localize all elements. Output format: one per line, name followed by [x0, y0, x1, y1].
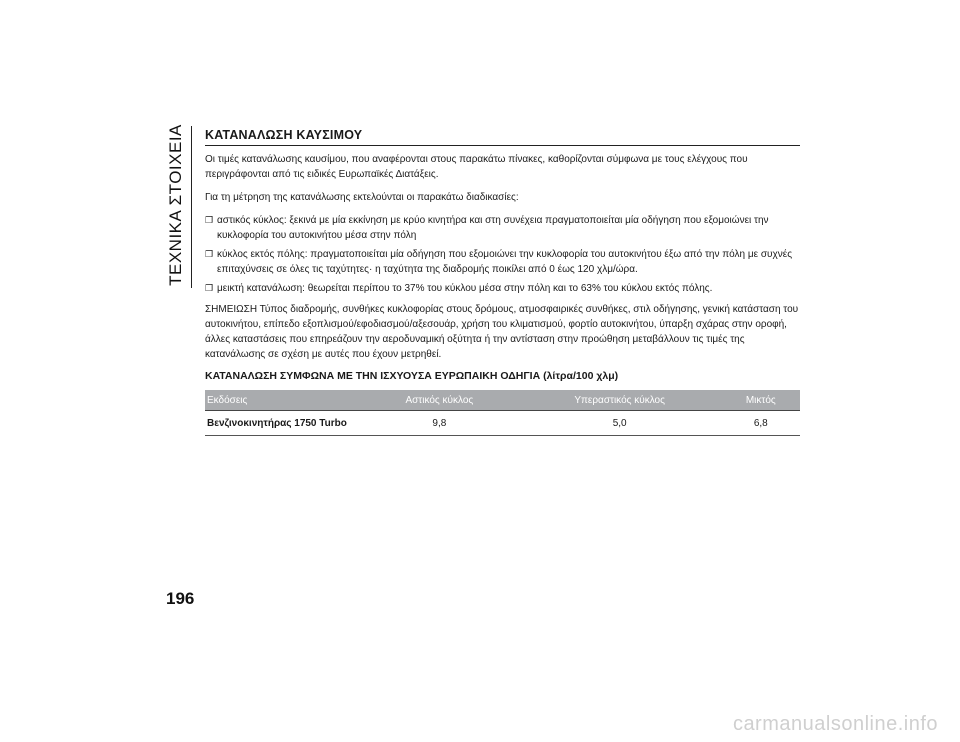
checkbox-bullet-icon: ❒ [205, 283, 214, 293]
intro-paragraph: Οι τιμές κατανάλωσης καυσίμου, που αναφέρονται στους παρακάτω πίνακες, καθορίζονται σύμφωνα με τους ελέγχους που περιγράφονται από τις ειδικές Ευρωπαϊκές Διατάξεις. [205, 154, 748, 180]
checkbox-bullet-icon: ❒ [205, 249, 214, 259]
list-item-text: αστικός κύκλος: ξεκινά με μία εκκίνηση με κρύο κινητήρα και στη συνέχεια πραγματοποιείται μία οδήγηση που εξομοιώνει την κυκλοφορία του αυτοκινήτου μέσα στην πόλη [217, 215, 769, 241]
checkbox-bullet-icon: ❒ [205, 215, 214, 225]
note-paragraph: ΣΗΜΕΙΩΣΗ Τύπος διαδρομής, συνθήκες κυκλοφορίας στους δρόμους, ατμοσφαιρικές συνθήκες, στιλ οδήγησης, γενική κατάσταση του αυτοκινήτου, επίπεδο εξοπλισμού/εφοδιασμού/αξεσουάρ, χρήση του κλιματισμού, φορτίο αυτοκινήτου, ύπαρξη σχάρας στην οροφή, άλλες καταστάσεις που επηρεάζουν την αεροδυναμική οξύτητα ή την αντίσταση στην προώθηση μεταβάλλουν τις τιμές της κατανάλωσης σε σχέση με αυτές που έχουν μετρηθεί. [205, 304, 799, 360]
cell-combined-value: 6,8 [722, 411, 800, 436]
header-extra-urban-cycle: Υπεραστικός κύκλος [518, 390, 722, 411]
list-item [205, 213, 800, 243]
page-heading: ΚΑΤΑΝΑΛΩΣΗ ΚΑΥΣΙΜΟΥ [205, 128, 800, 146]
cell-extra-urban-value: 5,0 [518, 411, 722, 436]
watermark: carmanualsonline.info [732, 713, 938, 735]
header-versions: Εκδόσεις [205, 390, 361, 411]
page-number: 196 [166, 589, 195, 608]
header-urban-cycle: Αστικός κύκλος [361, 390, 518, 411]
table-header-row [205, 390, 800, 411]
cell-version: Βενζινοκινητήρας 1750 Turbo [205, 411, 361, 436]
procedures-intro: Για τη μέτρηση της κατανάλωσης εκτελούνται οι παρακάτω διαδικασίες: [205, 192, 519, 203]
list-item-text: κύκλος εκτός πόλης: πραγματοποιείται μία οδήγηση που εξομοιώνει την κυκλοφορία του αυτοκινήτου έξω από την πόλη με συχνές επιταχύνσεις σε όλες τις ταχύτητες· η ταχύτητα της διαδρομής ποικίλει από 0 έως 120 χλμ/ώρα. [217, 249, 793, 275]
section-divider [191, 126, 192, 288]
page-content [205, 128, 800, 436]
header-combined: Μικτός [722, 390, 800, 411]
consumption-table [205, 390, 800, 436]
cell-urban-value: 9,8 [361, 411, 518, 436]
section-tab-label: ΤΕΧΝΙΚΑ ΣΤΟΙΧΕΙΑ [166, 124, 186, 286]
section-tab [163, 124, 189, 286]
procedures-list [205, 213, 800, 296]
list-item-text: μεικτή κατανάλωση: θεωρείται περίπου το 37% του κύκλου μέσα στην πόλη και το 63% του κύκλου εκτός πόλης. [217, 283, 713, 294]
table-row [205, 411, 800, 436]
table-title: ΚΑΤΑΝΑΛΩΣΗ ΣΥΜΦΩΝΑ ΜΕ ΤΗΝ ΙΣΧΥΟΥΣΑ ΕΥΡΩΠΑΙΚΗ ΟΔΗΓΙΑ (λίτρα/100 χλμ) [205, 370, 619, 382]
list-item [205, 281, 800, 296]
list-item [205, 247, 800, 277]
